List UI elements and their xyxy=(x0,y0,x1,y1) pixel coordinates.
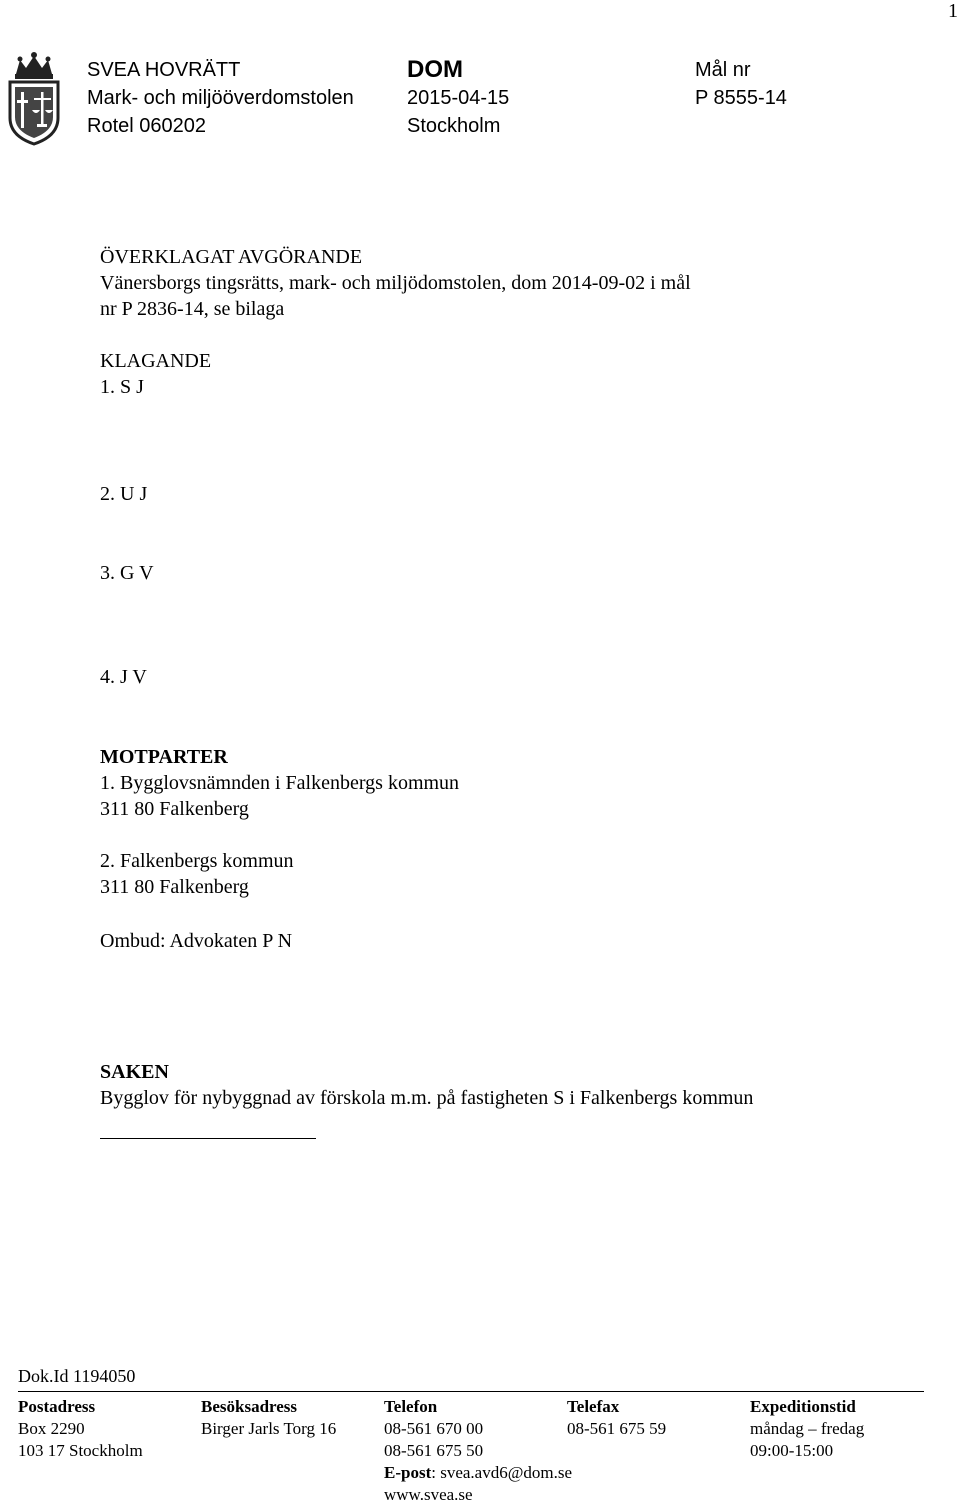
footer-phone-line2: 08-561 675 50 xyxy=(384,1441,484,1460)
appellants-heading: KLAGANDE xyxy=(100,350,212,372)
footer-visit xyxy=(201,1396,336,1440)
case-label: Mål nr xyxy=(695,59,751,81)
coat-of-arms-logo xyxy=(4,52,64,146)
footer-hours-line2: 09:00-15:00 xyxy=(750,1441,834,1460)
case-block xyxy=(695,56,787,112)
appealed-decision-line2: nr P 2836-14, se bilaga xyxy=(100,298,285,320)
footer-phone-line1: 08-561 670 00 xyxy=(384,1419,484,1438)
appellant-2: 2. U J xyxy=(100,483,148,505)
footer-postal-line2: 103 17 Stockholm xyxy=(18,1441,143,1460)
footer-fax xyxy=(567,1396,666,1440)
matter-heading: SAKEN xyxy=(100,1061,169,1083)
representative: Ombud: Advokaten P N xyxy=(100,930,293,952)
counterparty-1-address: 311 80 Falkenberg xyxy=(100,798,249,820)
footer-postal-line1: Box 2290 xyxy=(18,1419,85,1438)
footer-fax-line1: 08-561 675 59 xyxy=(567,1419,667,1438)
footer-web-link[interactable]: www.svea.se xyxy=(384,1485,473,1504)
footer-visit-line1: Birger Jarls Torg 16 xyxy=(201,1419,337,1438)
counterparty-2-name: 2. Falkenbergs kommun xyxy=(100,850,294,872)
matter-text: Bygglov för nybyggnad av förskola m.m. på fastigheten S i Falkenbergs kommun xyxy=(100,1087,754,1109)
appealed-decision-line1: Vänersborgs tingsrätts, mark- och miljödomstolen, dom 2014-09-02 i mål xyxy=(100,272,691,294)
court-unit: Rotel 060202 xyxy=(87,115,206,137)
appealed-decision-heading: ÖVERKLAGAT AVGÖRANDE xyxy=(100,246,363,268)
footer-phone-heading: Telefon xyxy=(384,1397,438,1416)
counterparty-2-address: 311 80 Falkenberg xyxy=(100,876,249,898)
separator-line xyxy=(100,1138,316,1139)
footer-email-link[interactable]: : svea.avd6@dom.se xyxy=(431,1463,572,1482)
appellant-3: 3. G V xyxy=(100,562,154,584)
page-number: 1 xyxy=(948,0,958,22)
court-division: Mark- och miljööverdomstolen xyxy=(87,87,354,109)
footer-rule xyxy=(18,1391,924,1392)
appellant-4: 4. J V xyxy=(100,666,147,688)
footer-postal-heading: Postadress xyxy=(18,1397,96,1416)
court-block xyxy=(87,56,354,140)
footer-hours-heading: Expeditionstid xyxy=(750,1397,856,1416)
footer-hours xyxy=(750,1396,864,1462)
appealed-decision-section xyxy=(100,244,691,322)
footer-email xyxy=(384,1462,572,1484)
judgment-block xyxy=(407,56,509,140)
footer-hours-line1: måndag – fredag xyxy=(750,1419,865,1438)
footer-fax-heading: Telefax xyxy=(567,1397,620,1416)
footer-email-label: E-post xyxy=(384,1463,432,1482)
appellant-1: 1. S J xyxy=(100,376,144,398)
footer-postal xyxy=(18,1396,143,1462)
judgment-date: 2015-04-15 xyxy=(407,87,510,109)
document-id: Dok.Id 1194050 xyxy=(18,1366,136,1386)
footer-phone xyxy=(384,1396,572,1506)
counterparties-heading: MOTPARTER xyxy=(100,746,228,768)
judgment-place: Stockholm xyxy=(407,115,501,137)
footer-visit-heading: Besöksadress xyxy=(201,1397,298,1416)
court-name: SVEA HOVRÄTT xyxy=(87,59,241,81)
counterparty-1-name: 1. Bygglovsnämnden i Falkenbergs kommun xyxy=(100,772,460,794)
case-number: P 8555-14 xyxy=(695,87,787,109)
document-type: DOM xyxy=(407,56,463,83)
